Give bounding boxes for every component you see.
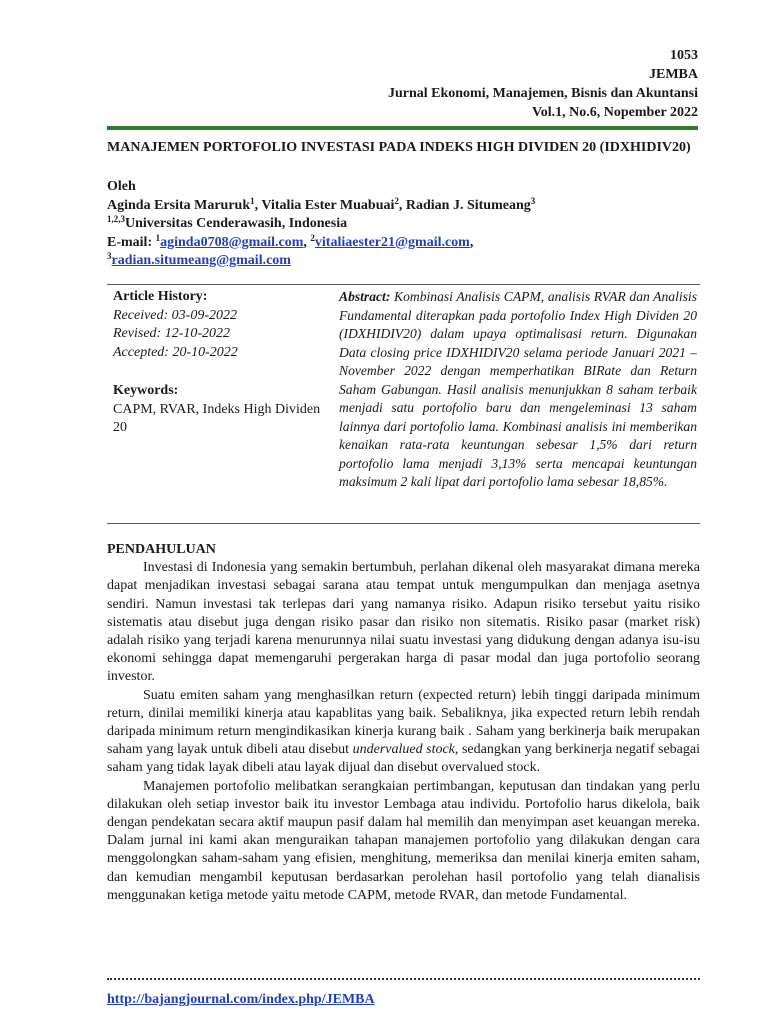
received-date: Received: 03-09-2022	[113, 307, 237, 323]
abstract-label: Abstract:	[339, 289, 391, 304]
email-line: E-mail: $^1$aginda0708@gmail.com, $^2$vitaliaester21@gmail.com,	[107, 232, 474, 250]
paragraph: Suatu emiten saham yang menghasilkan return (expected return) lebih tinggi daripada minimum return, dinilai memiliki kinerja atau kapablitas yang baik. Sebaliknya, jika expected return lebih rendah daripada minimum return mengindikasikan kinerja kurang baik . Saham yang berkinerja baik merupakan saham yang layak untuk dibeli atau disebut undervalued stock, sedangkan yang berkinerja negatif sebagai saham yang tidak layak dibeli atau layak dijual dan disebut overvalued stock.	[107, 687, 701, 776]
journal-header	[388, 46, 698, 122]
page-number: 1053	[670, 48, 698, 63]
header-rule	[107, 126, 698, 130]
author-name: Radian J. Situmeang	[405, 197, 531, 213]
author-sup: 1	[250, 195, 255, 206]
keywords-label: Keywords:	[113, 383, 179, 398]
history-label: Article History:	[113, 289, 208, 304]
abstract	[339, 288, 697, 492]
author-list: Aginda Ersita Maruruk$^1$, Vitalia Ester Muabuai$^2$, Radian J. Situmeang$^3$	[107, 195, 536, 213]
email-link-2[interactable]: vitaliaester21@gmail.com	[314, 234, 470, 250]
author-sup: 2	[394, 195, 399, 206]
by-label: Oleh	[107, 179, 136, 194]
accepted-date: Accepted: 20-10-2022	[113, 344, 238, 360]
author-block	[107, 178, 707, 271]
footer-divider	[107, 978, 700, 980]
author-name: Vitalia Ester Muabuai	[261, 197, 395, 213]
journal-abbr: JEMBA	[649, 67, 698, 82]
revised-date: Revised: 12-10-2022	[113, 326, 231, 341]
author-name: Aginda Ersita Maruruk	[107, 197, 251, 213]
paragraph: Manajemen portofolio melibatkan serangkaian pertimbangan, keputusan dan tindakan yang perlu dilakukan oleh setiap investor baik itu investor Lembaga atau individu. Portofolio harus dikelola, baik dengan pendekatan secara aktif maupun pasif dalam hal memilih dan menyimpan aset keuangan mereka. Dalam jurnal ini kami akan menguraikan tahapan manajemen portofolio yang dilakukan dengan cara menggolongkan saham-saham yang efisien, menghitung, memeriksa dan menilai kinerja emiten saham, dan kemudian mengambil keputusan berdasarkan perolehan hasil portofolio yang telah dianalisis menggunakan ketiga metode yaitu metode CAPM, metode RVAR, dan metode Fundamental.	[107, 778, 700, 903]
section-heading: PENDAHULUAN	[107, 542, 216, 557]
keywords-text: CAPM, RVAR, Indeks High Dividen 20	[113, 401, 321, 435]
article-info-box	[107, 284, 700, 524]
affiliation-sup: 1,2,3	[107, 214, 125, 224]
abstract-text: Kombinasi Analisis CAPM, analisis RVAR dan Analisis Fundamental diterapkan pada portofolio Index High Dividen 20 (IDXHIDIV20) dalam upaya optimalisasi return. Digunakan Data closing price IDXHIDIV20 selama periode Januari 2021 – November 2022 dengan memperhatikan BIRate dan Return Saham Gabungan. Hasil analisis menunjukkan 8 saham terbaik menjadi satu portofolio baru dan mengeleminasi 13 saham lainnya dari portofolio lama. Kombinasi analisis ini memberikan kenaikan rata-rata keuntungan sebesar 1,5% dari return portofolio lama menjadi 3,13% serta mencapai keuntungan maksimum 2 kali lipat dari portofolio lama sebesar 18,85%.	[339, 289, 697, 489]
email-link-1[interactable]: aginda0708@gmail.com	[160, 234, 304, 250]
email-link-3[interactable]: radian.situmeang@gmail.com	[111, 253, 291, 268]
journal-volume: Vol.1, No.6, Nopember 2022	[531, 105, 698, 120]
affiliation: $^{1,2,3}$Universitas Cenderawasih, Indonesia	[107, 214, 348, 231]
email-line-2: $^3$radian.situmeang@gmail.com	[107, 251, 291, 268]
journal-url-link[interactable]: http://bajangjournal.com/index.php/JEMBA	[107, 992, 375, 1007]
article-history	[113, 288, 323, 438]
journal-name: Jurnal Ekonomi, Manajemen, Bisnis dan Akuntansi	[387, 86, 698, 101]
email-label: E-mail:	[107, 234, 153, 250]
paragraph: Investasi di Indonesia yang semakin bertumbuh, perlahan dikenal oleh masyarakat dimana mereka dapat menjadikan investasi sebagai sarana atau tempat untuk mengumpulkan dan menjaga asetnya sendiri. Namun investasi tak terlepas dari yang namanya risiko. Adapun risiko tersebut yaitu risiko sistematis atau disebut juga dengan risiko pasar dan risiko non sitematis. Risiko pasar (market risk) adalah risiko yang terjadi karena menurunnya nilai suatu investasi yang didukung dengan adanya isu-isu ekonomi sehingga dapat memengaruhi pergerakan harga di pasar modal dan juga portofolio seorang investor.	[107, 560, 700, 685]
intro-section	[107, 541, 700, 905]
author-sup: 3	[530, 195, 536, 206]
paper-title: MANAJEMEN PORTOFOLIO INVESTASI PADA INDEKS HIGH DIVIDEN 20 (IDXHIDIV20)	[107, 140, 691, 155]
